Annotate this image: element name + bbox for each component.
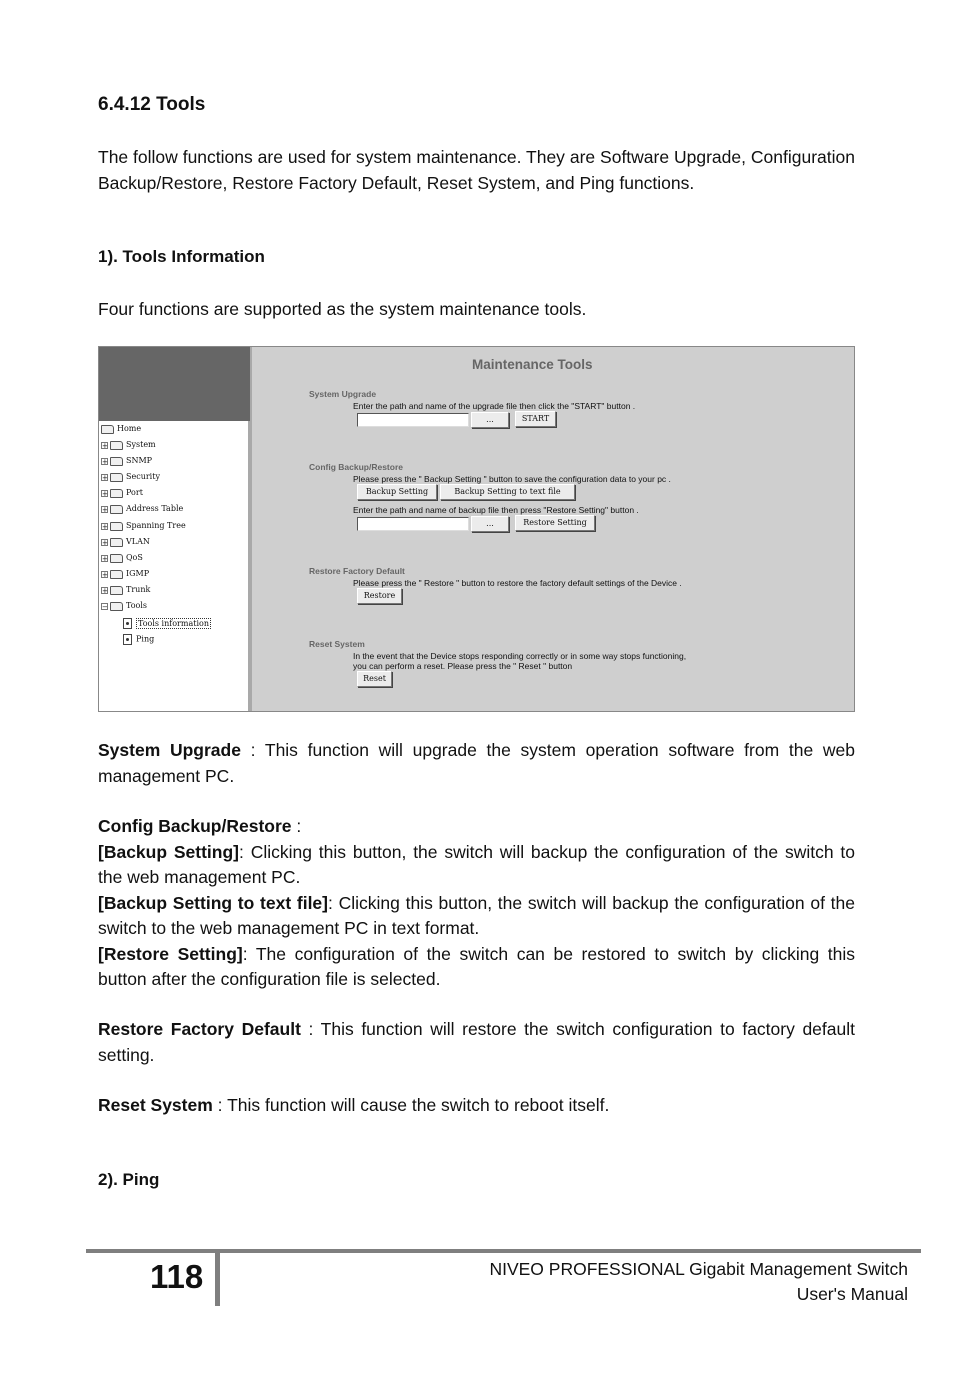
expand-icon[interactable]: + [102,538,108,547]
expand-icon[interactable]: + [102,570,108,579]
footer-title: NIVEO PROFESSIONAL Gigabit Management Switch User's Manual [489,1259,908,1304]
tree-item-ping[interactable]: Ping [123,634,154,645]
tree-item-address-table[interactable]: + Address Table [102,504,184,514]
folder-icon [101,425,114,434]
restore-text: Enter the path and name of backup file then press "Restore Setting" button . [353,505,639,515]
tree-item-port[interactable]: + Port [102,488,143,498]
expand-icon[interactable]: + [102,441,108,450]
folder-icon [110,473,123,482]
folder-icon [110,538,123,547]
config-backup-restore-description [98,814,855,993]
backup-setting-text-file-button[interactable]: Backup Setting to text file [440,484,575,500]
subheading-ping: 2). Ping [98,1170,160,1189]
folder-icon [110,457,123,466]
expand-icon[interactable]: + [102,457,108,466]
footer-rule [86,1249,921,1253]
restore-factory-text: Please press the " Restore " button to restore the factory default settings of the Device . [353,578,682,588]
backup-text-file-description: [Backup Setting to text file]: Clicking this button, the switch will backup the configuration of the switch to the web management PC in text format. [98,892,855,938]
reset-system-label: Reset System [309,639,365,649]
tree-item-igmp[interactable]: + IGMP [102,569,150,579]
page-icon [123,634,132,645]
system-upgrade-label: System Upgrade [309,389,377,399]
expand-icon[interactable]: + [102,473,108,482]
tree-item-tools-information[interactable]: Tools information [123,618,211,629]
folder-icon [110,554,123,563]
reset-button[interactable]: Reset [357,671,392,687]
tree-item-trunk[interactable]: + Trunk [102,585,151,595]
intro-paragraph: The follow functions are used for system maintenance. They are Software Upgrade, Configuration Backup/Restore, Restore Factory Default, Reset System, and Ping functions. [98,147,855,193]
tree-item-tools[interactable]: − Tools [102,601,148,611]
restore-setting-button[interactable]: Restore Setting [515,515,595,531]
folder-open-icon [110,602,123,611]
maintenance-tools-title: Maintenance Tools [472,357,593,372]
expand-icon[interactable]: + [102,489,108,498]
config-heading: Config Backup/Restore : [98,816,302,836]
expand-icon[interactable]: + [102,505,108,514]
expand-icon[interactable]: + [102,586,108,595]
tools-info-text: Four functions are supported as the system maintenance tools. [98,299,587,319]
footer-divider [215,1253,220,1306]
page-icon [123,618,132,629]
tree-item-vlan[interactable]: + VLAN [102,537,150,547]
upgrade-file-input[interactable] [357,413,469,427]
tree-item-security[interactable]: + Security [102,472,160,482]
folder-icon [110,441,123,450]
reset-system-description: Reset System : This function will cause the switch to reboot itself. [98,1095,610,1115]
page-number: 118 [150,1258,204,1295]
subheading-tools-information: 1). Tools Information [98,247,265,266]
restore-factory-label: Restore Factory Default [309,566,405,576]
tree-item-spanning-tree[interactable]: + Spanning Tree [102,521,186,531]
backup-file-input[interactable] [357,517,469,531]
folder-icon [110,505,123,514]
reset-text-line1: In the event that the Device stops responding correctly or in some way stops functioning, [353,651,687,661]
backup-browse-button[interactable]: ... [471,516,509,532]
navigation-tree [99,347,252,711]
section-heading: 6.4.12 Tools [98,94,206,115]
folder-icon [110,586,123,595]
system-upgrade-description: System Upgrade : This function will upgrade the system operation software from the web management PC. [98,740,855,786]
restore-button[interactable]: Restore [357,588,402,604]
upgrade-browse-button[interactable]: ... [471,412,509,428]
restore-factory-description: Restore Factory Default : This function will restore the switch configuration to factory default setting. [98,1019,855,1065]
tree-item-qos[interactable]: + QoS [102,553,143,563]
start-button[interactable]: START [515,411,556,427]
collapse-icon[interactable]: − [102,602,108,611]
config-backup-label: Config Backup/Restore [309,462,403,472]
backup-setting-button[interactable]: Backup Setting [357,484,437,500]
expand-icon[interactable]: + [102,554,108,563]
tree-header-banner [99,347,250,421]
system-upgrade-text: Enter the path and name of the upgrade file then click the "START" button . [353,401,636,411]
reset-text-line2: you can perform a reset. Please press the " Reset " button [353,661,573,671]
expand-icon[interactable]: + [102,522,108,531]
folder-icon [110,522,123,531]
tree-item-system[interactable]: + System [102,440,156,450]
backup-setting-description: [Backup Setting]: Clicking this button, the switch will backup the configuration of the switch to the web management PC. [98,841,855,887]
restore-setting-description: [Restore Setting]: The configuration of the switch can be restored to switch by clicking this button after the configuration file is selected. [98,943,855,989]
maintenance-tools-screenshot [98,346,855,712]
tree-item-snmp[interactable]: + SNMP [102,456,153,466]
folder-icon [110,489,123,498]
tree-item-home[interactable]: Home [101,424,141,434]
folder-icon [110,570,123,579]
backup-text: Please press the " Backup Setting " button to save the configuration data to your pc . [353,474,671,484]
